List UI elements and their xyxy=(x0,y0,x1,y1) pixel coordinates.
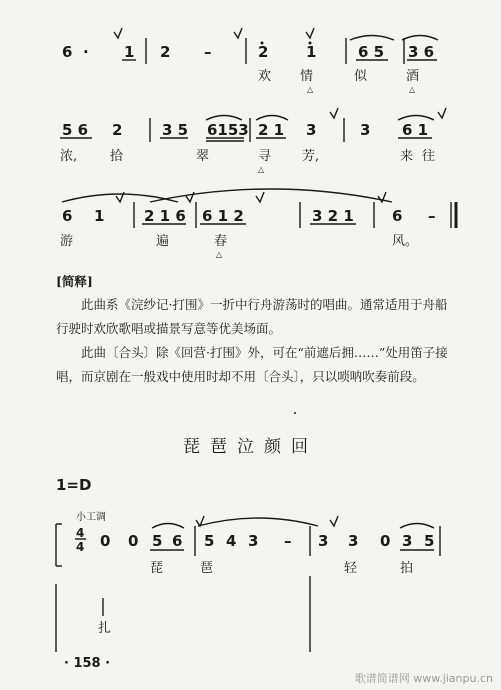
row2-lyric: 芳, xyxy=(302,149,320,164)
watermark: 歌谱简谱网 www.jianpu.cn xyxy=(354,672,493,685)
row1-lyric: 情 xyxy=(300,69,314,84)
row2-note: 3 xyxy=(360,121,371,139)
row1-note: 2 xyxy=(258,43,269,61)
score-row-1 xyxy=(0,30,501,100)
song-note: 3 xyxy=(248,532,259,550)
row2-note: 2 xyxy=(112,121,123,139)
row2-note: 6 1 xyxy=(402,121,429,139)
svg-text:△: △ xyxy=(258,165,265,174)
row1-note: 3 6 xyxy=(408,43,435,61)
commentary-heading: [简释] xyxy=(56,274,93,289)
song-note: 3 xyxy=(318,532,329,550)
row3-note: 1 xyxy=(94,207,105,225)
commentary-paragraph-1: 此曲系《浣纱记·打围》一折中行舟游荡时的唱曲。通常适用于舟船行驶时欢欣歌唱或描景写意等优美场面。 xyxy=(56,297,448,336)
svg-text:△: △ xyxy=(216,250,223,259)
row3-lyric: 春 xyxy=(214,234,228,249)
score-row-3 xyxy=(0,190,501,260)
row2-lyric: 翠 xyxy=(196,149,210,164)
row2-lyric: 来 xyxy=(400,149,414,164)
page-number: · 158 · xyxy=(64,656,111,671)
stray-dot xyxy=(294,412,296,414)
percussion-mark: 扎 xyxy=(98,621,112,636)
song-note: 3 xyxy=(402,532,413,550)
row3-note: 6 xyxy=(62,207,73,225)
song-note: 3 xyxy=(348,532,359,550)
commentary-paragraph-2: 此曲〔合头〕除《回营·打围》外，可在“前遮后拥……”处用笛子接唱，而京剧在一般戏中使用时却不用〔合头〕，只以唢呐吹奏前段。 xyxy=(56,345,448,384)
row2-lyric: 寻 xyxy=(258,149,272,164)
row2-lyric: 往 xyxy=(422,149,436,164)
row2-note: 3 xyxy=(306,121,317,139)
row2-note: 6153 xyxy=(207,121,249,139)
song-title: 琵琶泣颜回 xyxy=(183,437,318,457)
row1-note: 1 xyxy=(306,43,317,61)
song-lyric: 拍 xyxy=(400,561,414,576)
row3-note: 2 1 6 xyxy=(144,207,186,225)
row1-note: 6 xyxy=(62,43,73,61)
svg-text:△: △ xyxy=(409,85,416,94)
row2-lyric: 拾 xyxy=(110,149,124,164)
row2-note: 5 6 xyxy=(62,121,89,139)
row3-lyric: 遍 xyxy=(156,234,170,249)
song-note: 0 xyxy=(380,532,391,550)
row3-note: 6 1 2 xyxy=(202,207,244,225)
row1-note: 6 5 xyxy=(358,43,385,61)
song-note: 0 xyxy=(128,532,139,550)
row3-lyric: 游 xyxy=(60,234,74,249)
row3-note: 3 2 1 xyxy=(312,207,354,225)
song-note: 5 xyxy=(204,532,215,550)
row1-note: – xyxy=(204,43,212,61)
time-signature-top: 4 xyxy=(76,526,85,540)
row1-lyric: 酒 xyxy=(406,69,420,84)
song-score-row xyxy=(0,506,501,656)
song-note: – xyxy=(284,532,292,550)
row1-note: 1 xyxy=(124,43,135,61)
song-lyric: 琵 xyxy=(150,561,164,576)
row1-note: · xyxy=(83,43,89,61)
song-lyric: 琶 xyxy=(200,561,214,576)
song-note: 4 xyxy=(226,532,237,550)
song-note: 6 xyxy=(172,532,183,550)
row2-lyric: 浓, xyxy=(60,149,78,164)
song-lyric: 轻 xyxy=(344,561,358,576)
song-note: 5 xyxy=(152,532,163,550)
tune-label: 小工调 xyxy=(76,512,106,523)
row1-note: 2 xyxy=(160,43,171,61)
key-signature: 1=D xyxy=(56,476,92,494)
row1-lyric: 似 xyxy=(354,69,368,84)
row2-note: 3 5 xyxy=(162,121,189,139)
row3-note: – xyxy=(428,207,436,225)
row2-note: 2 1 xyxy=(258,121,285,139)
row3-note: 6 xyxy=(392,207,403,225)
score-row-2 xyxy=(0,108,501,178)
time-signature-bottom: 4 xyxy=(76,540,85,554)
svg-text:△: △ xyxy=(307,85,314,94)
row1-lyric: 欢 xyxy=(258,69,272,84)
song-note: 0 xyxy=(100,532,111,550)
song-note: 5 xyxy=(424,532,435,550)
row3-lyric: 风。 xyxy=(392,234,419,249)
